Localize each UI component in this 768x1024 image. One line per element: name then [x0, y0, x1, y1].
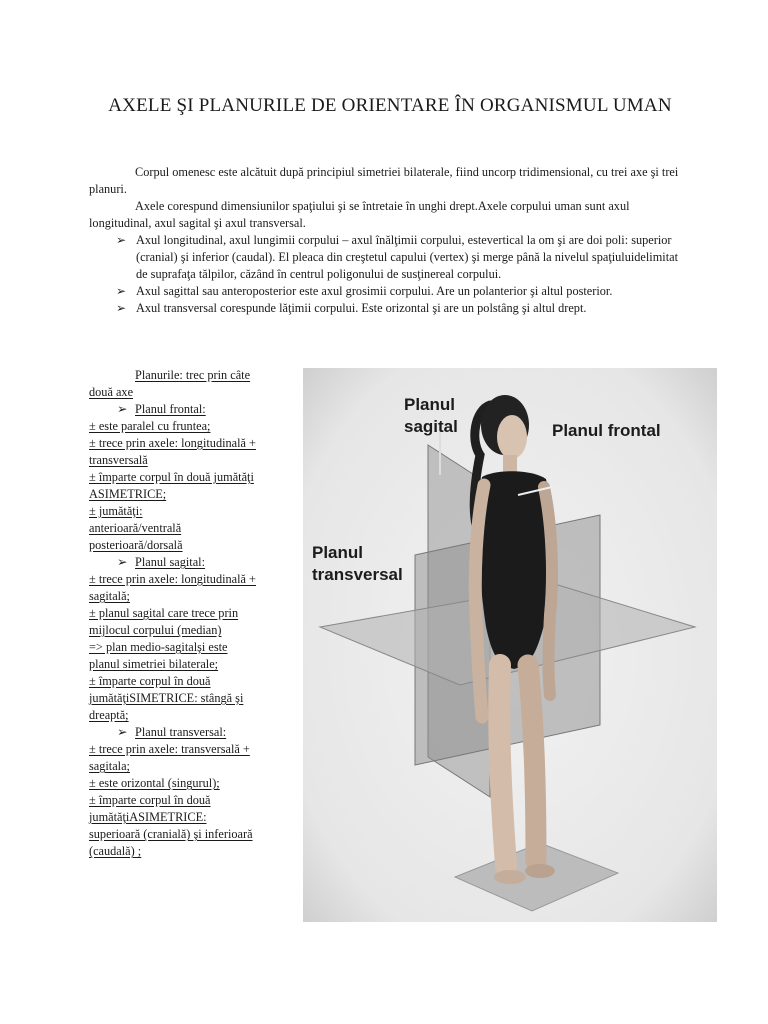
left-leg-shape	[499, 665, 506, 865]
body-planes-figure	[300, 365, 720, 925]
list-item	[89, 300, 685, 317]
transversal-line: superioară (cranială) şi inferioară	[89, 827, 253, 841]
left-foot-shape	[494, 870, 526, 884]
label-planul-transversal-2: transversal	[312, 565, 403, 584]
frontal-line: ± jumătăţi:	[89, 504, 143, 518]
torso-shape	[479, 471, 551, 669]
list-item	[89, 232, 685, 283]
planes-column	[89, 367, 294, 860]
sagital-line: sagitală;	[89, 589, 130, 603]
face-shape	[497, 415, 527, 459]
page-title: AXELE ŞI PLANURILE DE ORIENTARE ÎN ORGANISMUL UMAN	[108, 95, 672, 116]
right-leg-shape	[528, 665, 536, 861]
frontal-line: anterioară/ventrală	[89, 521, 182, 535]
sagital-line: jumătăţiSIMETRICE: stângă şi	[89, 691, 244, 705]
list-item	[89, 283, 685, 300]
sagital-line: => plan medio-sagitalşi este	[89, 640, 228, 654]
sagital-line: dreaptă;	[89, 708, 129, 722]
label-planul-transversal-1: Planul	[312, 543, 364, 562]
arrow-bullet-icon: ➢	[117, 402, 128, 416]
label-planul-frontal: Planul frontal	[552, 421, 661, 440]
sagital-line: ± împarte corpul în două	[89, 674, 211, 688]
frontal-line: transversală	[89, 453, 148, 467]
transversal-line: sagitala;	[89, 759, 130, 773]
frontal-line: ± împarte corpul în două jumătăţi	[89, 470, 254, 484]
transversal-line: ± este orizontal (singurul);	[89, 776, 220, 790]
frontal-line: posterioară/dorsală	[89, 538, 183, 552]
transversal-heading-label: Planul transversal:	[135, 725, 227, 739]
arrow-bullet-icon: ➢	[117, 555, 128, 569]
frontal-line: ASIMETRICE;	[89, 487, 167, 501]
arrow-bullet-icon: ➢	[117, 725, 128, 739]
arrow-bullet-icon: ➢	[116, 301, 127, 315]
body-planes-illustration	[300, 365, 720, 925]
label-planul-sagital-1: Planul	[404, 395, 456, 414]
arrow-bullet-icon: ➢	[116, 284, 127, 298]
sagital-heading-label: Planul sagital:	[135, 555, 206, 569]
intro-paragraph-1: Corpul omenesc este alcătuit după principiul simetriei bilaterale, fiind uncorp tridimensional, cu trei axe şi trei planuri.	[89, 165, 679, 196]
label-planul-sagital-2: sagital	[404, 417, 458, 436]
transversal-heading	[89, 724, 294, 741]
frontal-heading	[89, 401, 294, 418]
axis-longitudinal-text: Axul longitudinal, axul lungimii corpului – axul înălţimii corpului, estevertical la om şi are doi poli: superior (cranial) şi inferior (caudal). El pleaca din creştetul capului (vertex) şi merge până la nivelul spaţiuluidelimitat de suprafaţa tălpilor, căzând în centrul poligonului de susţinereal corpului.	[136, 233, 678, 281]
axis-sagittal-text: Axul sagittal sau anteroposterior este axul grosimii corpului. Are un polanterior şi altul posterior.	[136, 284, 613, 298]
intro-paragraph-2: Axele corespund dimensiunilor spaţiului şi se întretaie în unghi drept.Axele corpului uman sunt axul longitudinal, axul sagital şi axul transversal.	[89, 199, 630, 230]
right-foot-shape	[525, 864, 555, 878]
arrow-bullet-icon: ➢	[116, 233, 127, 247]
axes-list	[89, 232, 685, 317]
transversal-line: (caudală) ;	[89, 844, 142, 858]
planes-intro-line: două axe	[89, 385, 134, 399]
transversal-line: ± împarte corpul în două	[89, 793, 211, 807]
axis-transversal-text: Axul transversal corespunde lăţimii corpului. Este orizontal şi are un polstâng şi altul drept.	[136, 301, 587, 315]
intro-section	[89, 164, 685, 317]
frontal-heading-label: Planul frontal:	[135, 402, 206, 416]
transversal-line: ± trece prin axele: transversală +	[89, 742, 250, 756]
frontal-line: ± este paralel cu fruntea;	[89, 419, 211, 433]
transversal-line: jumătăţiASIMETRICE:	[89, 810, 207, 824]
planes-intro-line: Planurile: trec prin câte	[135, 368, 251, 382]
sagital-line: ± trece prin axele: longitudinală +	[89, 572, 256, 586]
sagital-line: planul simetriei bilaterale;	[89, 657, 219, 671]
sagital-heading	[89, 554, 294, 571]
frontal-line: ± trece prin axele: longitudinală +	[89, 436, 256, 450]
sagital-line: mijlocul corpului (median)	[89, 623, 222, 637]
sagital-line: ± planul sagital care trece prin	[89, 606, 239, 620]
